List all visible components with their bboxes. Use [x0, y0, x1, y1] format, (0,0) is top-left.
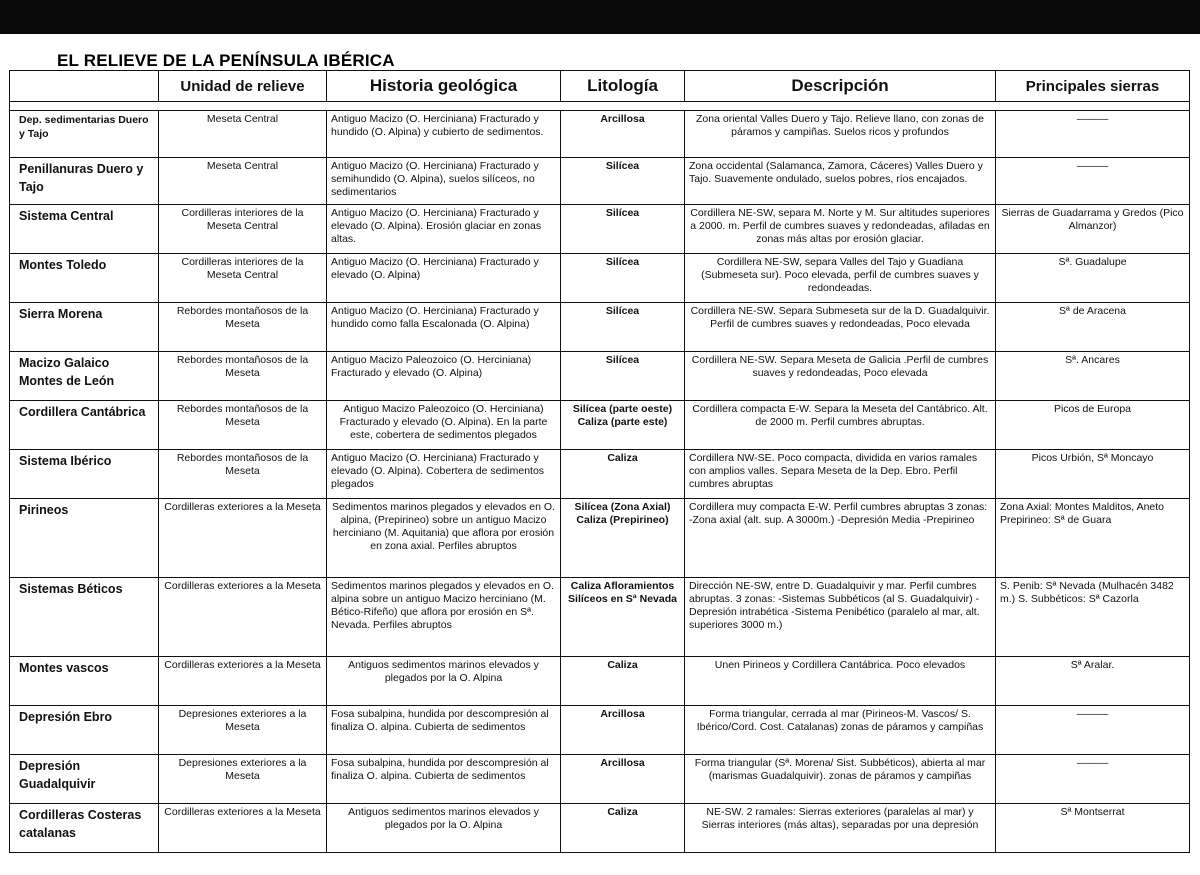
row-descripcion: Cordillera NE-SW. Separa Submeseta sur de la D. Guadalquivir. Perfil de cumbres suaves y redondeadas, Poco elevada: [685, 303, 996, 352]
table-row: [10, 401, 1190, 450]
table-row: [10, 578, 1190, 657]
table-row: [10, 205, 1190, 254]
gap-row: [10, 102, 1190, 111]
header-sierras: Principales sierras: [996, 71, 1190, 102]
row-historia: Antiguos sedimentos marinos elevados y plegados por la O. Alpina: [327, 804, 561, 853]
row-litologia: Silícea (Zona Axial) Caliza (Prepirineo): [561, 499, 685, 578]
table-body: [10, 102, 1190, 853]
row-litologia: Silícea: [561, 352, 685, 401]
row-unidad: Cordilleras interiores de la Meseta Central: [159, 205, 327, 254]
row-litologia: Caliza: [561, 657, 685, 706]
row-historia: Antiguo Macizo Paleozoico (O. Herciniana) Fracturado y elevado (O. Alpina): [327, 352, 561, 401]
row-historia: Antiguo Macizo (O. Herciniana) Fracturado y hundido como falla Escalonada (O. Alpina): [327, 303, 561, 352]
row-sierras: ———: [996, 706, 1190, 755]
row-name: Penillanuras Duero y Tajo: [10, 158, 159, 205]
row-litologia: Silícea (parte oeste) Caliza (parte este): [561, 401, 685, 450]
row-sierras: Picos Urbión, Sª Moncayo: [996, 450, 1190, 499]
row-unidad: Cordilleras exteriores a la Meseta: [159, 578, 327, 657]
row-litologia: Arcillosa: [561, 111, 685, 158]
row-sierras: ———: [996, 111, 1190, 158]
row-name: Pirineos: [10, 499, 159, 578]
header-historia: Historia geológica: [327, 71, 561, 102]
row-sierras: Sª. Ancares: [996, 352, 1190, 401]
table-header-row: [10, 71, 1190, 102]
table-row: [10, 657, 1190, 706]
row-descripcion: Cordillera NW-SE. Poco compacta, dividida en varios ramales con amplios valles. Separa Meseta de la Dep. Ebro. Perfil cumbres abruptas: [685, 450, 996, 499]
row-historia: Fosa subalpina, hundida por descompresión al finaliza O. alpina. Cubierta de sedimentos: [327, 706, 561, 755]
row-sierras: Sª. Guadalupe: [996, 254, 1190, 303]
table-row: [10, 254, 1190, 303]
page-title: EL RELIEVE DE LA PENÍNSULA IBÉRICA: [57, 51, 395, 70]
row-unidad: Rebordes montañosos de la Meseta: [159, 450, 327, 499]
header-empty: [10, 71, 159, 102]
table-row: [10, 450, 1190, 499]
row-name: Macizo Galaico Montes de León: [10, 352, 159, 401]
row-litologia: Caliza: [561, 804, 685, 853]
row-unidad: Depresiones exteriores a la Meseta: [159, 706, 327, 755]
row-sierras: Zona Axial: Montes Malditos, Aneto Prepirineo: Sª de Guara: [996, 499, 1190, 578]
table-row: [10, 158, 1190, 205]
table-row: [10, 755, 1190, 804]
header-descripcion: Descripción: [685, 71, 996, 102]
row-sierras: Picos de Europa: [996, 401, 1190, 450]
row-litologia: Arcillosa: [561, 706, 685, 755]
table-row: [10, 499, 1190, 578]
row-descripcion: NE-SW. 2 ramales: Sierras exteriores (paralelas al mar) y Sierras interiores (más altas), separadas por una depresión: [685, 804, 996, 853]
row-sierras: Sª Aralar.: [996, 657, 1190, 706]
row-unidad: Rebordes montañosos de la Meseta: [159, 352, 327, 401]
row-descripcion: Cordillera NE-SW, separa Valles del Tajo y Guadiana (Submeseta sur). Poco elevada, perfil de cumbres suaves y redondeadas.: [685, 254, 996, 303]
row-unidad: Cordilleras interiores de la Meseta Central: [159, 254, 327, 303]
row-unidad: Meseta Central: [159, 111, 327, 158]
row-historia: Antiguo Macizo (O. Herciniana) Fracturado y elevado (O. Alpina). Cobertera de sedimentos plegados: [327, 450, 561, 499]
row-historia: Antiguo Macizo (O. Herciniana) Fracturado y semihundido (O. Alpina), suelos silíceos, no sedimentarios: [327, 158, 561, 205]
row-unidad: Cordilleras exteriores a la Meseta: [159, 657, 327, 706]
row-unidad: Depresiones exteriores a la Meseta: [159, 755, 327, 804]
row-sierras: Sª de Aracena: [996, 303, 1190, 352]
row-litologia: Silícea: [561, 205, 685, 254]
row-name: Montes vascos: [10, 657, 159, 706]
row-historia: Antiguo Macizo (O. Herciniana) Fracturado y elevado (O. Alpina). Erosión glaciar en zonas altas.: [327, 205, 561, 254]
row-descripcion: Zona oriental Valles Duero y Tajo. Relieve llano, con zonas de páramos y campiñas. Suelos ricos y profundos: [685, 111, 996, 158]
row-descripcion: Forma triangular, cerrada al mar (Pirineos-M. Vascos/ S. Ibérico/Cord. Cost. Catalanas) zonas de páramos y campiñas: [685, 706, 996, 755]
row-sierras: Sierras de Guadarrama y Gredos (Pico Almanzor): [996, 205, 1190, 254]
row-name: Dep. sedimentarias Duero y Tajo: [10, 111, 159, 158]
row-unidad: Meseta Central: [159, 158, 327, 205]
row-name: Depresión Guadalquivir: [10, 755, 159, 804]
row-name: Cordilleras Costeras catalanas: [10, 804, 159, 853]
row-sierras: ———: [996, 158, 1190, 205]
row-sierras: S. Penib: Sª Nevada (Mulhacén 3482 m.) S. Subbéticos: Sª Cazorla: [996, 578, 1190, 657]
row-unidad: Cordilleras exteriores a la Meseta: [159, 499, 327, 578]
table-row: [10, 352, 1190, 401]
row-litologia: Caliza: [561, 450, 685, 499]
row-historia: Antiguos sedimentos marinos elevados y plegados por la O. Alpina: [327, 657, 561, 706]
row-litologia: Silícea: [561, 254, 685, 303]
table-row: [10, 111, 1190, 158]
row-litologia: Arcillosa: [561, 755, 685, 804]
header-unidad: Unidad de relieve: [159, 71, 327, 102]
row-historia: Antiguo Macizo (O. Herciniana) Fracturado y hundido (O. Alpina) y cubierto de sedimentos.: [327, 111, 561, 158]
row-name: Montes Toledo: [10, 254, 159, 303]
row-historia: Sedimentos marinos plegados y elevados en O. alpina sobre un antiguo Macizo herciniano (M. Bético-Rifeño) que aflora por erosión en Sª. Nevada. Perfiles abruptos: [327, 578, 561, 657]
table-row: [10, 804, 1190, 853]
row-name: Sistemas Béticos: [10, 578, 159, 657]
row-litologia: Silícea: [561, 303, 685, 352]
row-name: Sierra Morena: [10, 303, 159, 352]
top-black-bar: [0, 0, 1200, 34]
row-descripcion: Cordillera NE-SW. Separa Meseta de Galicia .Perfil de cumbres suaves y redondeadas, Poco elevada: [685, 352, 996, 401]
row-name: Sistema Central: [10, 205, 159, 254]
row-descripcion: Cordillera compacta E-W. Separa la Meseta del Cantábrico. Alt. de 2000 m. Perfil cumbres abruptas.: [685, 401, 996, 450]
row-name: Depresión Ebro: [10, 706, 159, 755]
table-row: [10, 706, 1190, 755]
row-historia: Fosa subalpina, hundida por descompresión al finaliza O. alpina. Cubierta de sedimentos: [327, 755, 561, 804]
relief-table: [9, 70, 1190, 853]
row-name: Cordillera Cantábrica: [10, 401, 159, 450]
row-sierras: ———: [996, 755, 1190, 804]
header-litologia: Litología: [561, 71, 685, 102]
table-row: [10, 303, 1190, 352]
row-unidad: Cordilleras exteriores a la Meseta: [159, 804, 327, 853]
row-litologia: Caliza Afloramientos Silíceos en Sª Nevada: [561, 578, 685, 657]
row-sierras: Sª Montserrat: [996, 804, 1190, 853]
row-descripcion: Forma triangular (Sª. Morena/ Sist. Subbéticos), abierta al mar (marismas Guadalquivir). zonas de páramos y campiñas: [685, 755, 996, 804]
row-historia: Antiguo Macizo (O. Herciniana) Fracturado y elevado (O. Alpina): [327, 254, 561, 303]
row-name: Sistema Ibérico: [10, 450, 159, 499]
row-descripcion: Unen Pirineos y Cordillera Cantábrica. Poco elevados: [685, 657, 996, 706]
row-historia: Sedimentos marinos plegados y elevados en O. alpina, (Prepirineo) sobre un antiguo Macizo herciniano (M. Aquitania) que aflora por erosión en zona axial. Perfiles abruptos: [327, 499, 561, 578]
row-descripcion: Dirección NE-SW, entre D. Guadalquivir y mar. Perfil cumbres abruptas. 3 zonas: -Sistemas Subbéticos (al S. Guadalquivir) -Depresión intrabética -Sistema Penibético (paralelo al mar, alt. superiores 3000 m.): [685, 578, 996, 657]
row-unidad: Rebordes montañosos de la Meseta: [159, 303, 327, 352]
row-unidad: Rebordes montañosos de la Meseta: [159, 401, 327, 450]
row-historia: Antiguo Macizo Paleozoico (O. Herciniana) Fracturado y elevado (O. Alpina). En la parte este, cobertera de sedimentos plegados: [327, 401, 561, 450]
row-descripcion: Cordillera NE-SW, separa M. Norte y M. Sur altitudes superiores a 2000. m. Perfil de cumbres suaves y redondeadas, afiladas en zonas más altas por erosión glaciar.: [685, 205, 996, 254]
row-descripcion: Cordillera muy compacta E-W. Perfil cumbres abruptas 3 zonas: -Zona axial (alt. sup. A 3000m.) -Depresión Media -Prepirineo: [685, 499, 996, 578]
row-descripcion: Zona occidental (Salamanca, Zamora, Cáceres) Valles Duero y Tajo. Suavemente ondulado, suelos pobres, ríos encajados.: [685, 158, 996, 205]
row-litologia: Silícea: [561, 158, 685, 205]
